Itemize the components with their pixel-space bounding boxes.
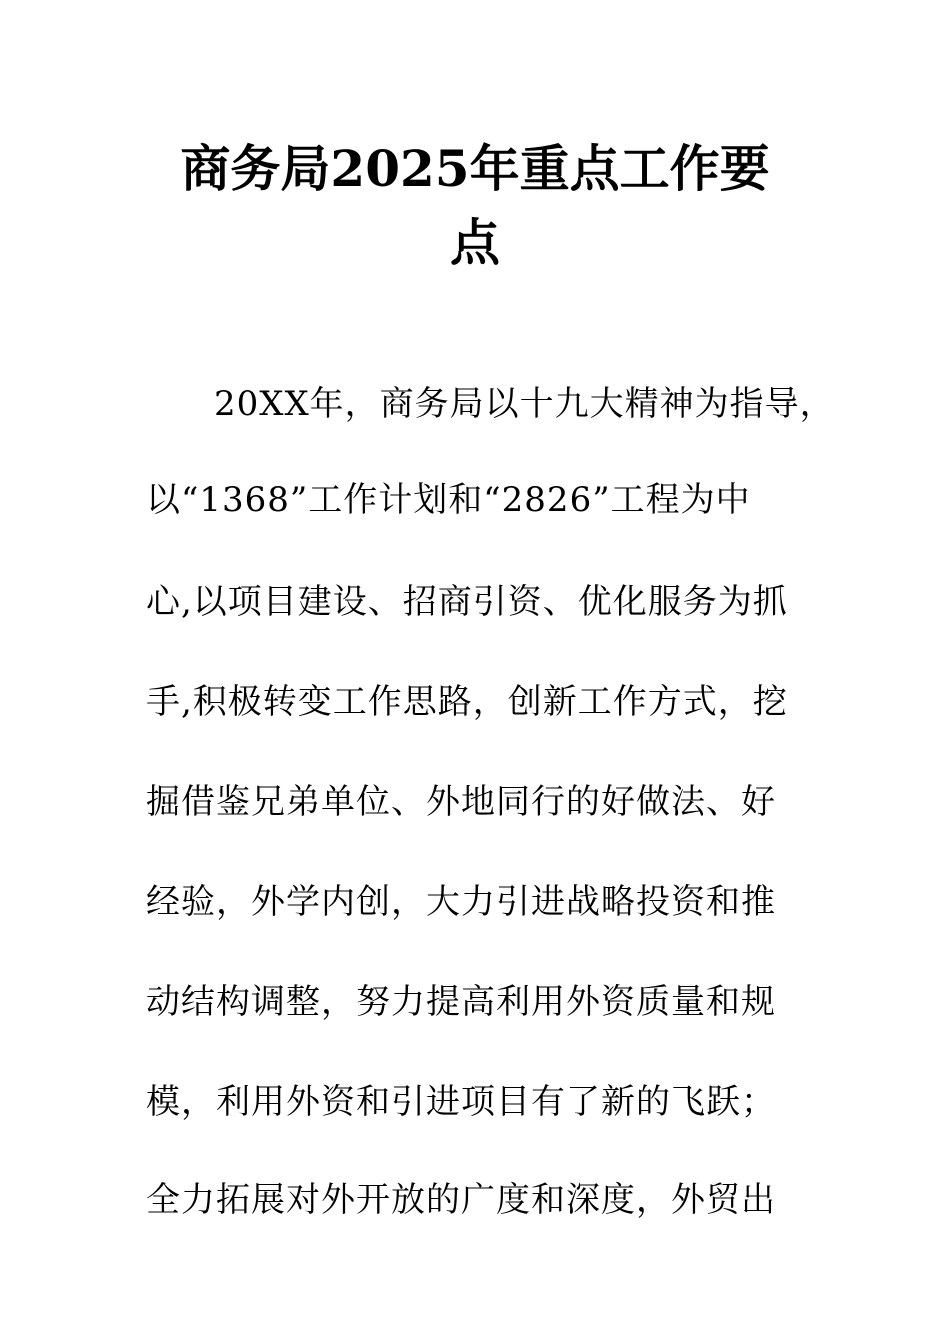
body-text-line: 掘借鉴兄弟单位、外地同行的好做法、好 xyxy=(146,782,776,822)
document-title-line-1: 商务局2025年重点工作要 xyxy=(180,139,770,198)
body-text-line: 全力拓展对外开放的广度和深度，外贸出 xyxy=(146,1180,776,1220)
body-text-line: 20XX年，商务局以十九大精神为指导， xyxy=(214,384,835,424)
document-title-line-2: 点 xyxy=(450,213,500,272)
body-text-line: 动结构调整，努力提高利用外资质量和规 xyxy=(146,982,776,1022)
body-text-line: 经验，外学内创，大力引进战略投资和推 xyxy=(146,882,776,922)
body-text-line: 以“1368”工作计划和“2826”工程为中 xyxy=(146,480,751,520)
body-text-line: 手,积极转变工作思路，创新工作方式，挖 xyxy=(146,682,788,722)
body-text-line: 模，利用外资和引进项目有了新的飞跃； xyxy=(146,1082,776,1122)
body-text-line: 心,以项目建设、招商引资、优化服务为抓 xyxy=(146,582,788,622)
